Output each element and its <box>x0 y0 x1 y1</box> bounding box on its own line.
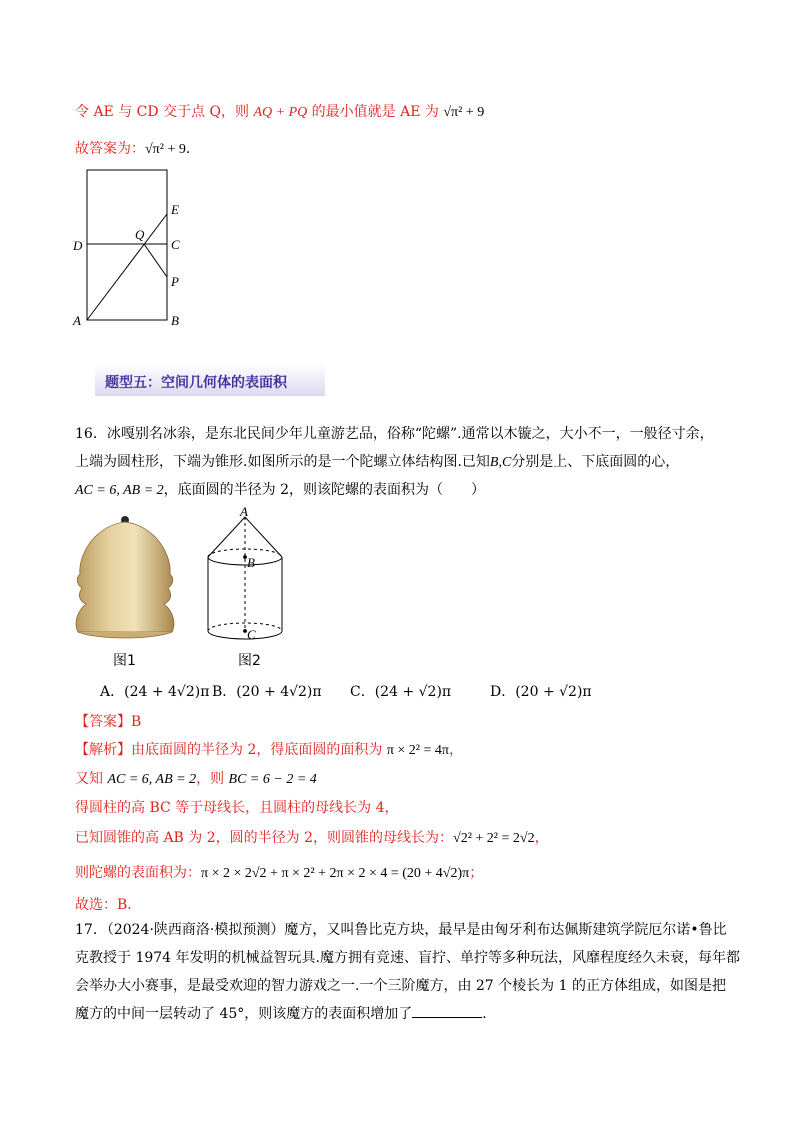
analysis-text: 由底面圆的半径为 2，得底面圆的面积为 <box>131 742 387 758</box>
math-expression: √π² + 9 <box>145 142 186 157</box>
q16-line-1: 16．冰嘎别名冰尜，是东北民间少年儿童游艺品，俗称“陀螺”.通常以木镟之，大小不一，一般径寸余， <box>75 426 714 442</box>
label-a: A <box>240 505 248 519</box>
analysis-line-5 <box>75 862 483 882</box>
solution-text: . <box>185 141 191 157</box>
analysis-line-3: 得圆柱的高 BC 等于母线长，且圆柱的母线长为 4， <box>75 800 399 816</box>
q16-text: ，底面圆的半径为 2，则该陀螺的表面积为（ ） <box>163 482 485 498</box>
math-expression: AQ + PQ <box>253 105 308 120</box>
label-b: B <box>171 313 179 328</box>
label-a: A <box>73 313 81 328</box>
q16-text: 上端为圆柱形，下端为锥形.如图所示的是一个陀螺立体结构图.已知 <box>75 454 490 470</box>
option-d: D．(20 + √2)π <box>490 684 592 700</box>
answer-blank[interactable] <box>412 1005 482 1018</box>
q17-line-2: 克教授于 1974 年发明的机械益智玩具.魔方拥有竞速、盲拧、单拧等多种玩法，风靡程度经久未衰，每年都 <box>75 950 740 966</box>
label-c: C <box>171 237 180 252</box>
q16-line-2 <box>75 451 679 471</box>
answer-value: B <box>131 714 142 730</box>
math-expression: π × 2 × 2√2 + π × 2² + 2π × 2 × 4 = (20 + 4√2)π <box>201 866 470 881</box>
math-expression: AC = 6, AB = 2 <box>107 772 197 787</box>
section-heading <box>95 364 325 396</box>
analysis-line-4 <box>75 827 549 847</box>
label-d: D <box>73 238 83 253</box>
q17-line-4 <box>75 1003 487 1023</box>
answer-tag: 【答案】 <box>75 714 131 730</box>
analysis-text: 已知圆锥的高 AB 为 2，圆的半径为 2，则圆锥的母线长为： <box>75 830 454 846</box>
label-c: C <box>247 627 256 642</box>
q17-text: . <box>482 1006 487 1022</box>
math-expression: AC = 6, AB = 2 <box>75 483 164 498</box>
rectangle-figure <box>70 165 200 335</box>
label-p: P <box>171 274 179 289</box>
solution-text: 的最小值就是 AE 为 <box>307 104 444 120</box>
label-e: E <box>171 202 179 217</box>
q17-text: 魔方的中间一层转动了 45°，则该魔方的表面积增加了 <box>75 1006 413 1022</box>
option-a: A．(24 + 4√2)π <box>100 684 210 700</box>
q17-line-1: 17．（2024·陕西商洛·模拟预测）魔方，又叫鲁比克方块，最早是由匈牙利布达佩斯建筑学院厄尔诺•鲁比 <box>75 922 727 938</box>
figure-2-caption: 图2 <box>238 653 261 669</box>
option-c: C．(24 + √2)π <box>350 684 452 700</box>
math-expression: √2² + 2² = 2√2 <box>453 831 535 846</box>
analysis-text: 又知 <box>75 771 108 787</box>
solution-text: 故答案为： <box>75 141 145 157</box>
analysis-line-6: 故选：B. <box>75 897 132 913</box>
analysis-text: ，则 <box>196 771 229 787</box>
label-q: Q <box>135 227 145 242</box>
q16-line-3 <box>75 479 485 499</box>
solution-text: 令 AE 与 CD 交于点 Q，则 <box>75 104 254 120</box>
q17-line-3: 会举办大小赛事，是最受欢迎的智力游戏之一.一个三阶魔方，由 27 个棱长为 1 的正方体组成，如图是把 <box>75 978 726 994</box>
analysis-line-1 <box>75 739 463 759</box>
solution-line-2 <box>75 138 190 158</box>
math-expression: π × 2² = 4π <box>386 743 449 758</box>
analysis-text: ， <box>448 742 463 758</box>
analysis-text: ， <box>534 830 549 846</box>
math-expression: √π² + 9 <box>443 105 485 120</box>
spinning-top-photo <box>68 512 183 647</box>
option-b: B．(20 + 4√2)π <box>212 684 322 700</box>
q16-text: 分别是上、下底面圆的心， <box>511 454 680 470</box>
solution-line-1 <box>75 101 484 121</box>
analysis-text: 则陀螺的表面积为： <box>75 865 201 881</box>
analysis-tag: 【解析】 <box>75 742 131 758</box>
math-expression: BC = 6 − 2 = 4 <box>228 772 317 787</box>
math-expression: B,C <box>489 455 512 470</box>
section-title: 题型五：空间几何体的表面积 <box>105 375 287 391</box>
cone-cylinder-figure <box>200 505 300 650</box>
figure-1-caption: 图1 <box>113 653 136 669</box>
analysis-line-2 <box>75 768 317 788</box>
answer-line <box>75 711 141 731</box>
analysis-text: ； <box>469 865 484 881</box>
label-b: B <box>247 555 255 570</box>
